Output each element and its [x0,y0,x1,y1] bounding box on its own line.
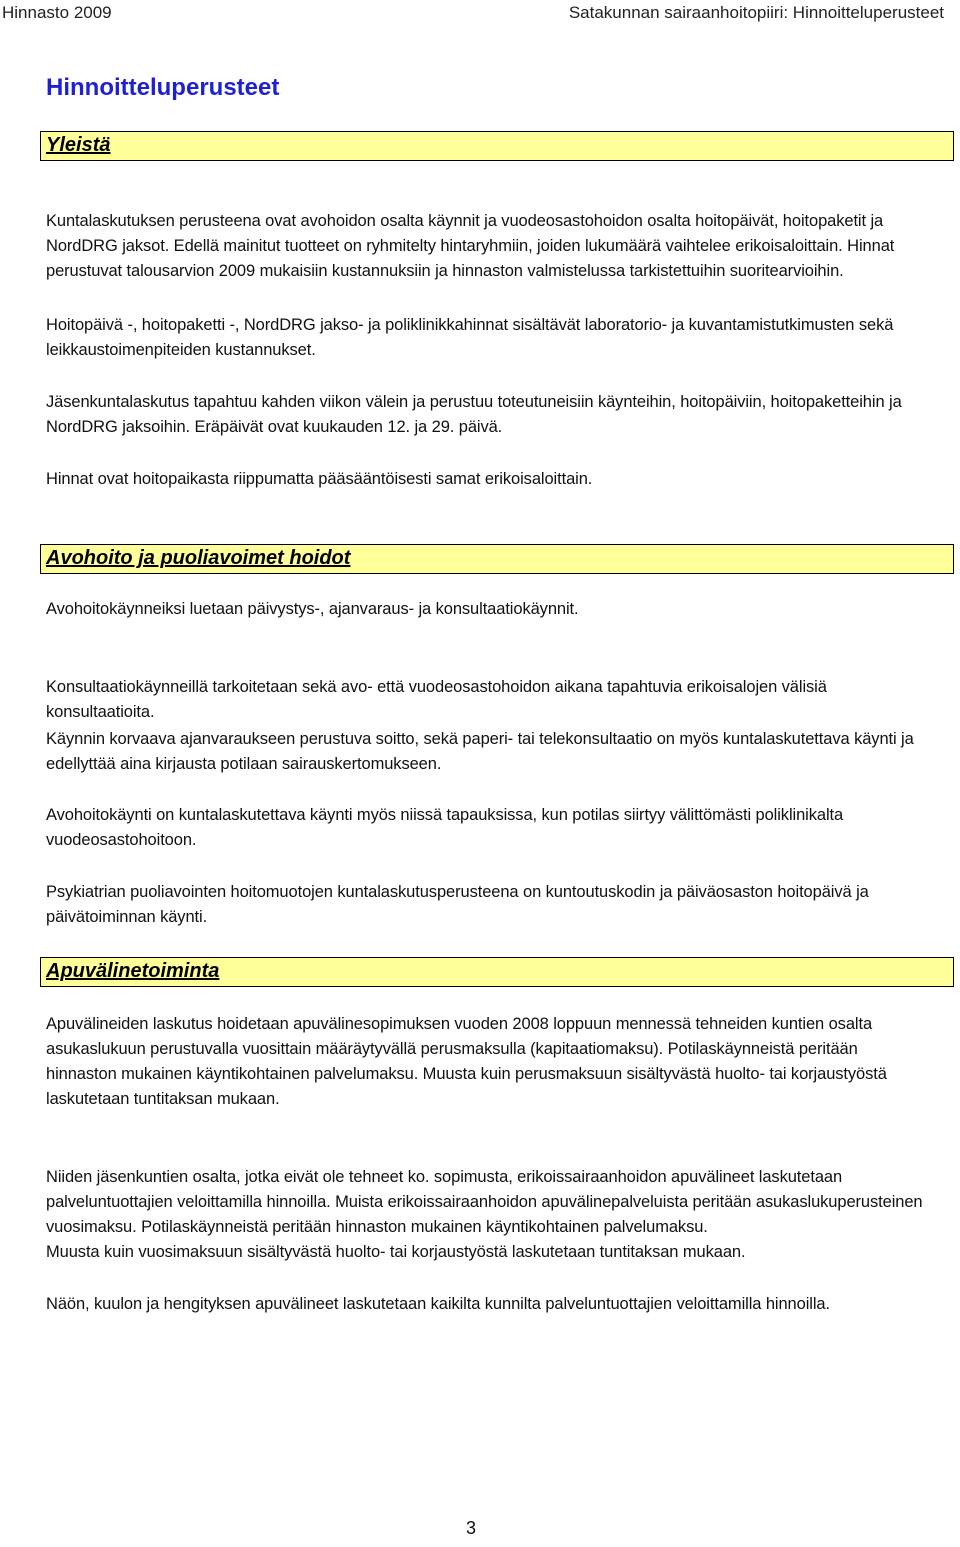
paragraph: Näön, kuulon ja hengityksen apuvälineet laskutetaan kaikilta kunnilta palveluntuottajien veloittamilla hinnoilla. [46,1295,830,1313]
paragraph: Avohoitokäynneiksi luetaan päivystys-, ajanvaraus- ja konsultaatiokäynnit. [46,600,579,618]
paragraph: Hinnat ovat hoitopaikasta riippumatta pääsääntöisesti samat erikoisaloittain. [46,470,593,488]
section-heading-yleista [40,131,954,161]
paragraph: Apuvälineiden laskutus hoidetaan apuvälinesopimuksen vuoden 2008 loppuun mennessä tehneiden kuntien osalta asukaslukuun perustuvalla vuosittain määräytyvällä perusmaksulla (kapitaatiomaksu). Potilaskäynneistä peritään hinnaston mukainen käyntikohtainen palvelumaksu. Muusta kuin perusmaksuun sisältyvästä huolto- tai korjaustyöstä laskutetaan tuntitaksan mukaan. [46,1015,887,1108]
section-heading-label: Yleistä [46,134,111,156]
paragraph: Muusta kuin vuosimaksuun sisältyvästä huolto- tai korjaustyöstä laskutetaan tuntitaksan mukaan. [46,1243,746,1261]
paragraph: Hoitopäivä -, hoitopaketti -, NordDRG jakso- ja poliklinikkahinnat sisältävät laboratorio- ja kuvantamistutkimusten sekä leikkaustoimenpiteiden kustannukset. [46,316,894,359]
running-header-left: Hinnasto 2009 [2,3,112,22]
paragraph: Jäsenkuntalaskutus tapahtuu kahden viikon välein ja perustuu toteutuneisiin käynteihin, hoitopäiviin, hoitopaketteihin ja NordDRG jaksoihin. Eräpäivät ovat kuukauden 12. ja 29. päivä. [46,393,902,436]
section-heading-apuvalinetoiminta [40,957,954,987]
section-heading-avohoito [40,544,954,574]
paragraph: Kuntalaskutuksen perusteena ovat avohoidon osalta käynnit ja vuodeosastohoidon osalta hoitopäivät, hoitopaketit ja NordDRG jaksot. Edellä mainitut tuotteet on ryhmitelty hintaryhmiin, joiden lukumäärä vaihtelee erikoisaloittain. Hinnat perustuvat talousarvion 2009 mukaisiin kustannuksiin ja hinnaston valmistelussa tarkistettuihin suoritearvioihin. [46,212,895,280]
running-header-right: Satakunnan sairaanhoitopiiri: Hinnoitteluperusteet [568,3,944,22]
paragraph: Psykiatrian puoliavointen hoitomuotojen kuntalaskutusperusteena on kuntoutuskodin ja päiväosaston hoitopäivä ja päivätoiminnan käynti. [46,883,869,926]
paragraph: Avohoitokäynti on kuntalaskutettava käynti myös niissä tapauksissa, kun potilas siirtyy välittömästi poliklinikalta vuodeosastohoitoon. [46,806,844,849]
section-heading-label: Avohoito ja puoliavoimet hoidot [46,547,351,569]
paragraph: Käynnin korvaava ajanvaraukseen perustuva soitto, sekä paperi- tai telekonsultaatio on myös kuntalaskutettava käynti ja edellyttää aina kirjausta potilaan sairauskertomukseen. [46,730,914,773]
paragraph: Konsultaatiokäynneillä tarkoitetaan sekä avo- että vuodeosastohoidon aikana tapahtuvia erikoisalojen välisiä konsultaatioita. [46,678,827,721]
page-number: 3 [466,1518,477,1538]
page-title: Hinnoitteluperusteet [46,74,280,101]
paragraph: Niiden jäsenkuntien osalta, jotka eivät ole tehneet ko. sopimusta, erikoissairaanhoidon apuvälineet laskutetaan palveluntuottajien veloittamilla hinnoilla. Muista erikoissairaanhoidon apuvälinepalveluista peritään asukaslukuperusteinen vuosimaksu. Potilaskäynneistä peritään hinnaston mukainen käyntikohtainen palvelumaksu. [46,1168,923,1236]
section-heading-label: Apuvälinetoiminta [46,960,220,982]
